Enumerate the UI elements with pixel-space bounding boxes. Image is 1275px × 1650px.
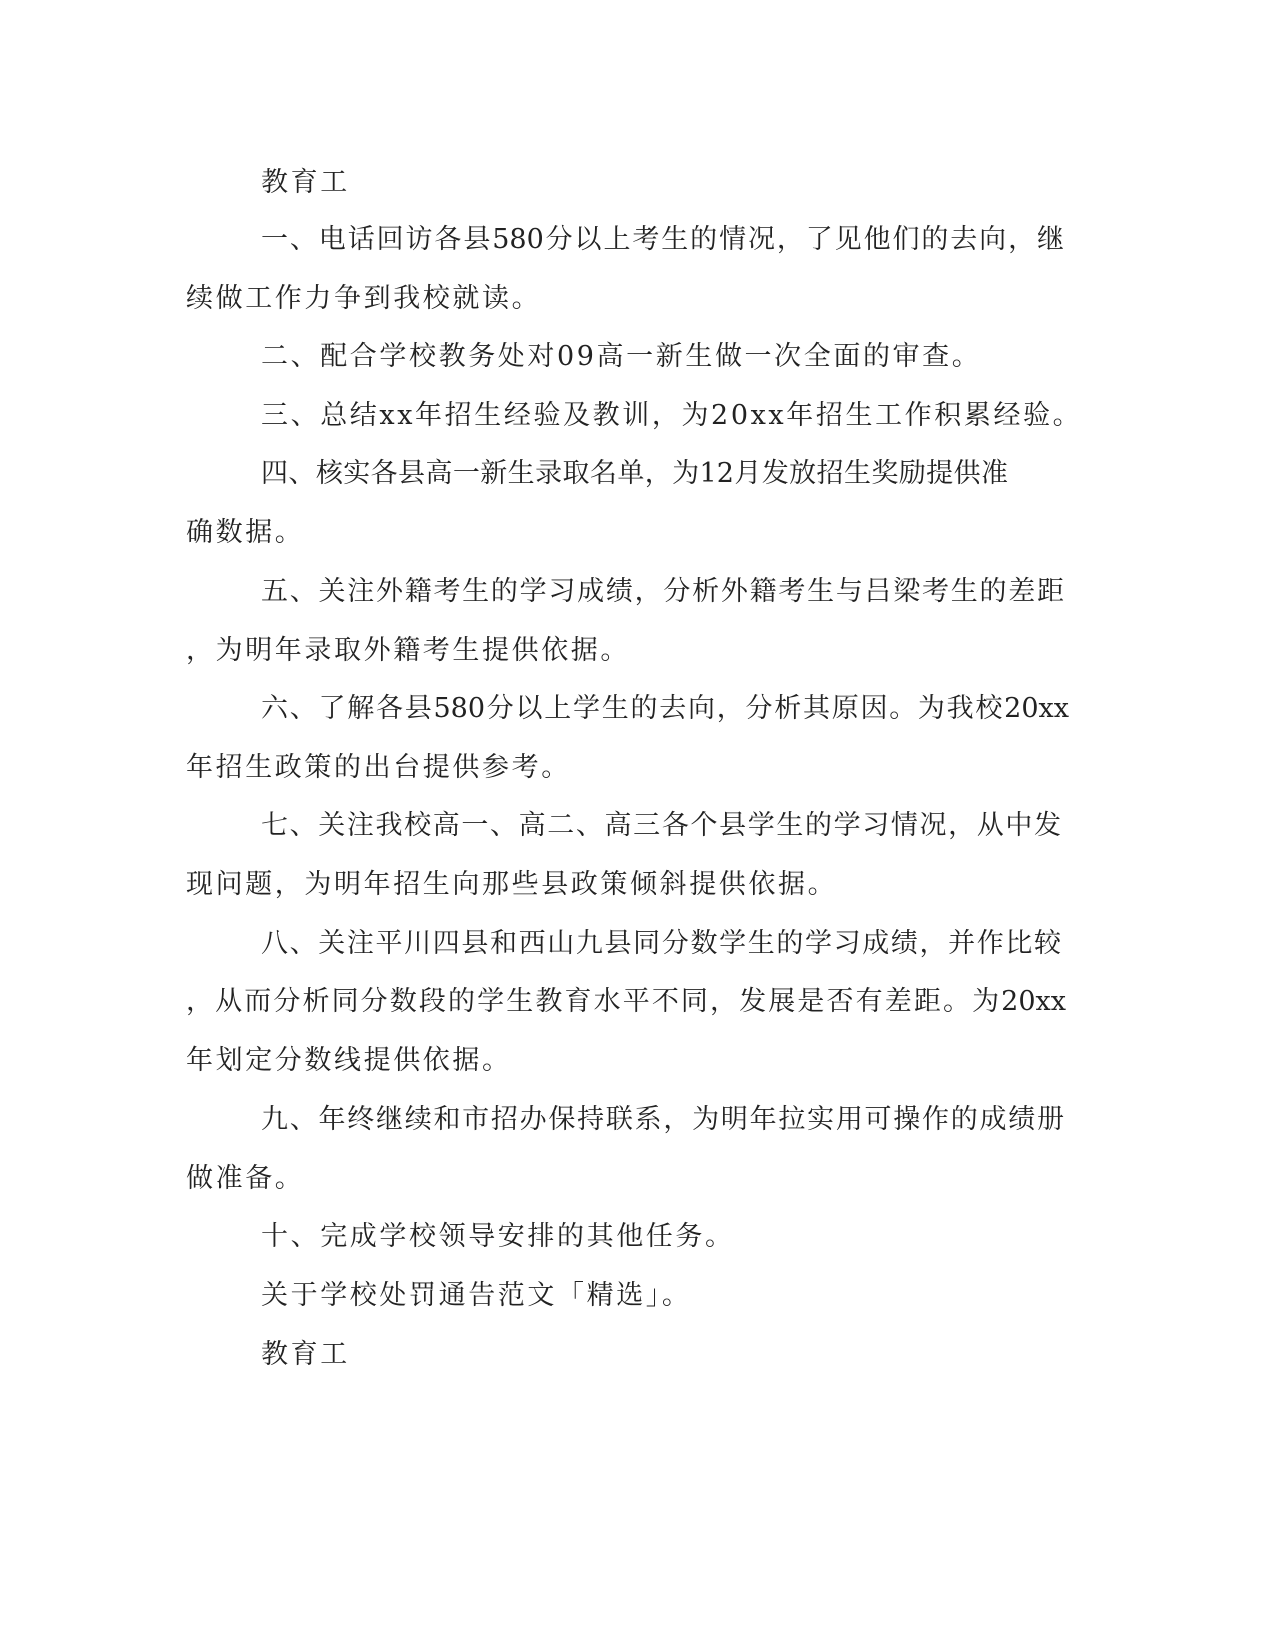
item-1-line-2: 续做工作力争到我校就读。 bbox=[186, 283, 542, 314]
item-6-line-1: 六、了解各县580分以上学生的去向，分析其原因。为我校20xx bbox=[261, 693, 1069, 724]
section-heading: 教育工 bbox=[261, 167, 350, 198]
item-4-line-1: 四、核实各县高一新生录取名单，为12月发放招生奖励提供准 bbox=[261, 458, 1008, 489]
item-6-line-2: 年招生政策的出台提供参考。 bbox=[186, 752, 571, 783]
item-9-line-1: 九、年终继续和市招办保持联系，为明年拉实用可操作的成绩册 bbox=[261, 1104, 1064, 1135]
item-7-line-1: 七、关注我校高一、高二、高三各个县学生的学习情况，从中发 bbox=[261, 810, 1061, 841]
item-8-line-2: ，从而分析同分数段的学生教育水平不同，发展是否有差距。为20xx bbox=[186, 986, 1066, 1017]
item-3: 三、总结xx年招生经验及教训，为20xx年招生工作积累经验。 bbox=[261, 400, 1083, 431]
item-10: 十、完成学校领导安排的其他任务。 bbox=[261, 1221, 735, 1252]
item-8-line-1: 八、关注平川四县和西山九县同分数学生的学习成绩，并作比较 bbox=[261, 928, 1061, 959]
item-8-line-3: 年划定分数线提供依据。 bbox=[186, 1045, 512, 1076]
item-9-line-2: 做准备。 bbox=[186, 1163, 305, 1194]
item-7-line-2: 现问题，为明年招生向那些县政策倾斜提供依据。 bbox=[186, 869, 838, 900]
section-heading-repeat: 教育工 bbox=[261, 1339, 350, 1370]
item-5-line-2: ，为明年录取外籍考生提供依据。 bbox=[186, 635, 630, 666]
related-title: 关于学校处罚通告范文「精选」。 bbox=[261, 1280, 692, 1311]
item-1-line-1: 一、电话回访各县580分以上考生的情况，了见他们的去向，继 bbox=[261, 224, 1064, 255]
item-4-line-2: 确数据。 bbox=[186, 517, 305, 548]
item-2: 二、配合学校教务处对09高一新生做一次全面的审查。 bbox=[261, 341, 982, 372]
item-5-line-1: 五、关注外籍考生的学习成绩，分析外籍考生与吕梁考生的差距 bbox=[261, 576, 1064, 607]
